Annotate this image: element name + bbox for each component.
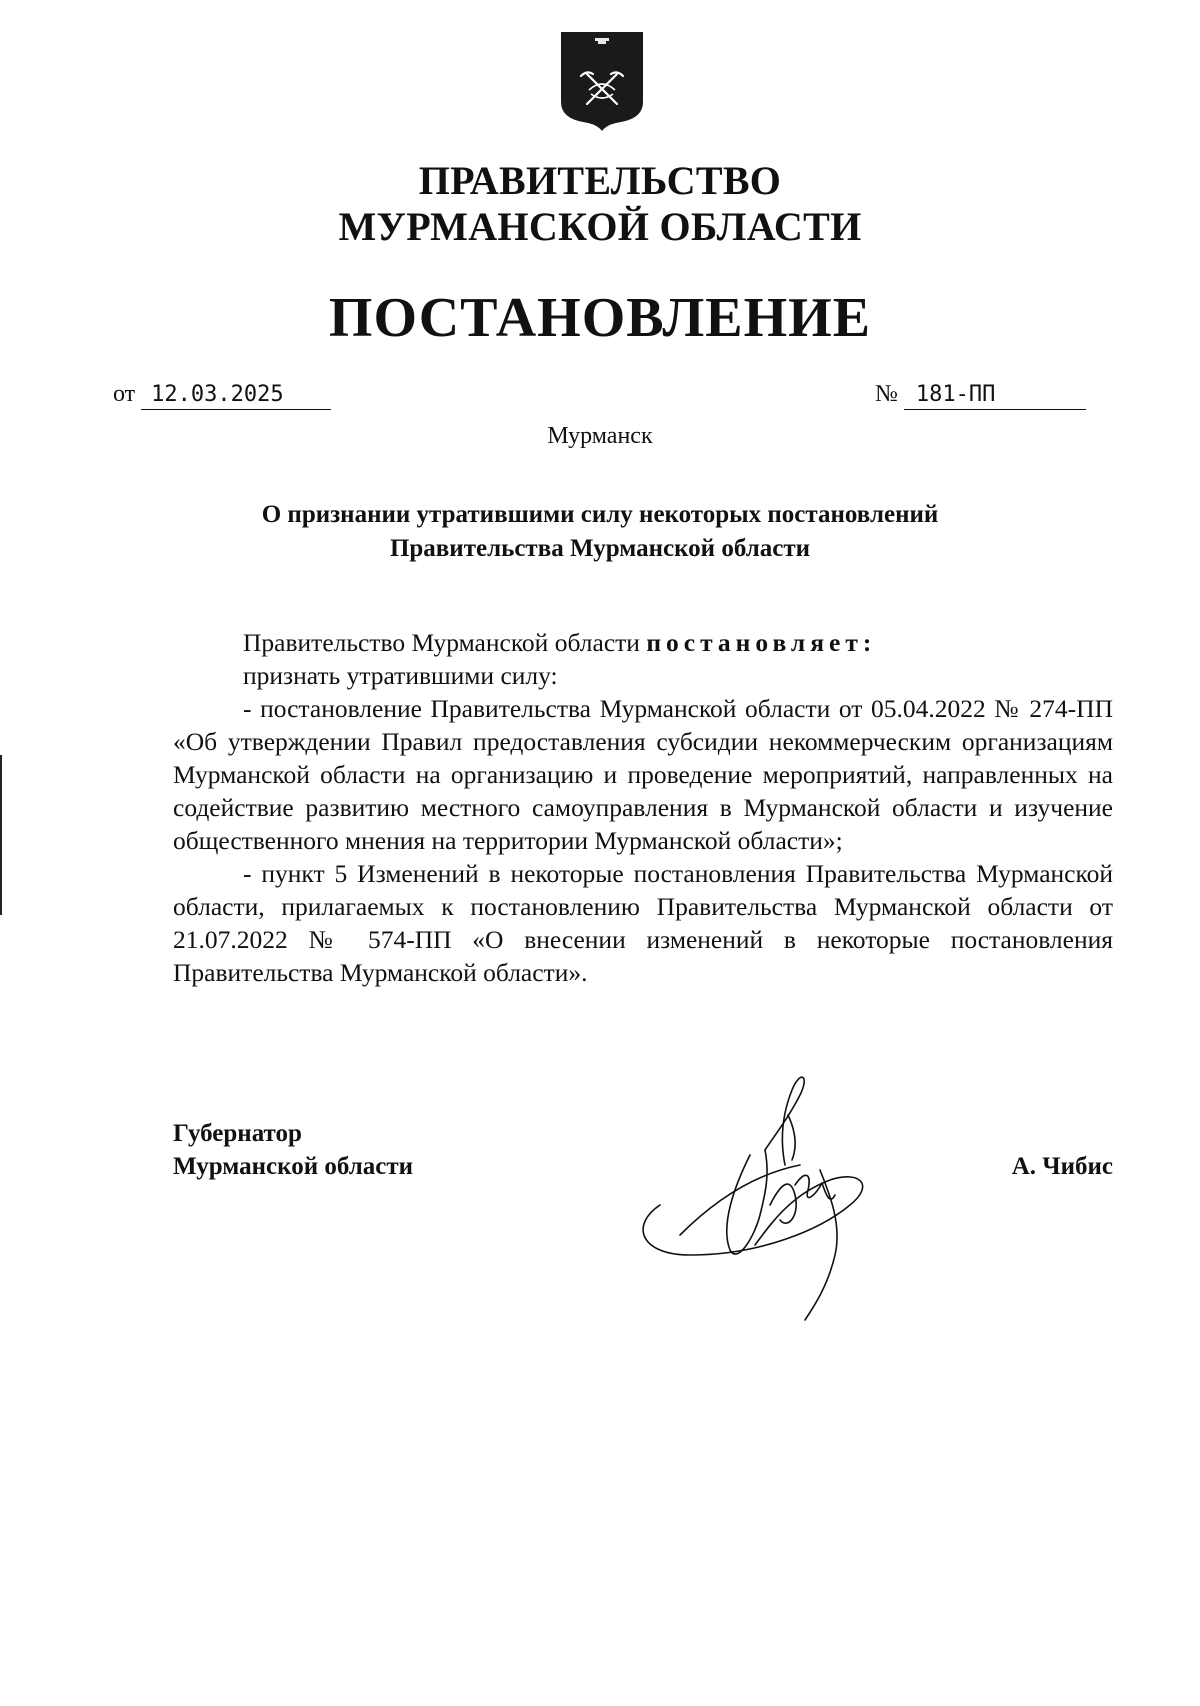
handwritten-signature	[620, 1055, 910, 1325]
date-prefix: от	[113, 381, 136, 407]
organization-name-line1: ПРАВИТЕЛЬСТВО	[418, 158, 782, 203]
resolution-intro	[173, 626, 1113, 659]
scan-edge-mark	[0, 755, 2, 915]
signatory-name: А. Чибис	[1011, 1153, 1113, 1180]
document-date-row	[113, 378, 331, 410]
intro-text: Правительство Мурманской области	[243, 628, 647, 657]
body-paragraph-3: - пункт 5 Изменений в некоторые постановления Правительства Мурманской области, прилагаемых к постановлению Правительства Мурманской области от 21.07.2022 № 574-ПП «О внесении изменений в некоторые постановления Правительства Мурманской области».	[173, 859, 1113, 987]
document-number-row	[875, 378, 1086, 410]
document-number: 181-ПП	[904, 381, 1086, 410]
signatory-title-line2: Мурманской области	[173, 1153, 414, 1180]
signatory-title	[173, 1117, 413, 1183]
document-subject	[0, 498, 1200, 566]
document-body	[173, 626, 1113, 989]
issue-city: Мурманск	[547, 423, 653, 449]
shield-icon	[559, 30, 645, 132]
body-paragraph-1: признать утратившими силу:	[243, 661, 558, 690]
document-type-title: ПОСТАНОВЛЕНИЕ	[328, 287, 872, 349]
coat-of-arms-emblem	[559, 30, 645, 132]
body-paragraph-2: - постановление Правительства Мурманской области от 05.04.2022 № 274-ПП «Об утверждении Правил предоставления субсидии некоммерческим организациям Мурманской области на организацию и проведение мероприятий, направленных на содействие развитию местного самоуправления в Мурманской области и изучение общественного мнения на территории Мурманской области»;	[173, 694, 1113, 855]
intro-resolves: постановляет:	[646, 628, 877, 657]
organization-name-line2: МУРМАНСКОЙ ОБЛАСТИ	[338, 204, 862, 249]
subject-line2: Правительства Мурманской области	[389, 535, 811, 562]
subject-line1: О признании утратившими силу некоторых постановлений	[261, 501, 939, 528]
signatory-title-line1: Губернатор	[173, 1120, 302, 1147]
number-prefix: №	[875, 381, 898, 407]
document-date: 12.03.2025	[141, 381, 331, 410]
